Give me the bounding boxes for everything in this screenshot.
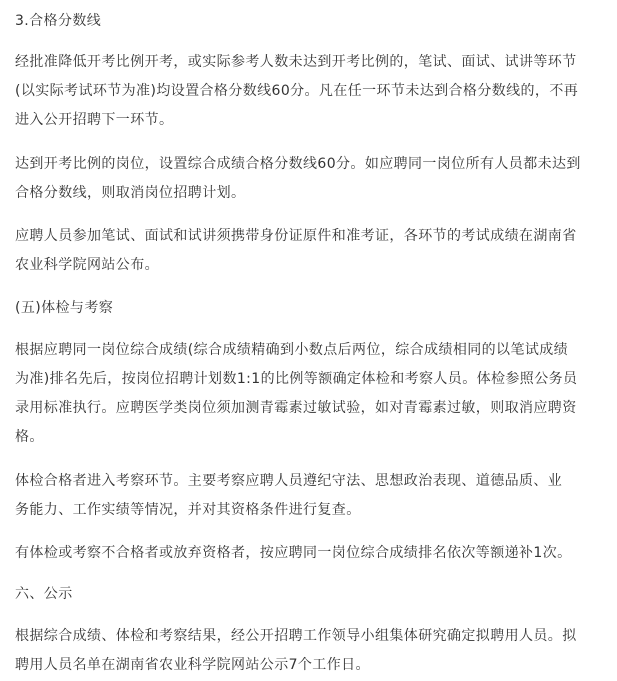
section-6-heading-text: 六、公示 <box>15 586 73 602</box>
paragraph-line: 达到开考比例的岗位，设置综合成绩合格分数线60分。如应聘同一岗位所有人员都未达到 <box>15 156 581 172</box>
paragraph-replacement <box>15 539 605 568</box>
paragraph-physical-exam-selection <box>15 336 605 452</box>
paragraph-passing-score-reduced-ratio <box>15 48 605 135</box>
paragraph-publicity <box>15 622 605 680</box>
paragraph-line: 聘用人员名单在湖南省农业科学院网站公示7个工作日。 <box>15 657 370 673</box>
paragraph-line: 根据综合成绩、体检和考察结果，经公开招聘工作领导小组集体研究确定拟聘用人员。拟 <box>15 628 577 644</box>
paragraph-line: 经批准降低开考比例开考，或实际参考人数未达到开考比例的，笔试、面试、试讲等环节 <box>15 54 577 70</box>
paragraph-line: (以实际考试环节为准)均设置合格分数线60分。凡在任一环节未达到合格分数线的，不再 <box>15 83 579 99</box>
paragraph-line: 农业科学院网站公布。 <box>15 257 159 273</box>
paragraph-line: 应聘人员参加笔试、面试和试讲须携带身份证原件和准考证，各环节的考试成绩在湖南省 <box>15 228 577 244</box>
paragraph-line: 格。 <box>15 429 44 445</box>
paragraph-line: 为准)排名先后，按岗位招聘计划数1:1的比例等额确定体检和考察人员。体检参照公务员 <box>15 371 578 387</box>
section-5-heading-text: (五)体检与考察 <box>15 300 114 316</box>
paragraph-line: 体检合格者进入考察环节。主要考察应聘人员遵纪守法、思想政治表现、道德品质、业 <box>15 473 563 489</box>
paragraph-line: 合格分数线，则取消岗位招聘计划。 <box>15 185 246 201</box>
paragraph-line: 有体检或考察不合格者或放弃资格者，按应聘同一岗位综合成绩排名依次等额递补1次。 <box>15 545 572 561</box>
paragraph-line: 录用标准执行。应聘医学类岗位须加测青霉素过敏试验，如对青霉素过敏，则取消应聘资 <box>15 400 577 416</box>
paragraph-exam-documents <box>15 222 605 280</box>
section-3-heading <box>15 7 605 36</box>
paragraph-inspection <box>15 467 605 525</box>
paragraph-passing-score-full-ratio <box>15 150 605 208</box>
section-3-heading-text: 3.合格分数线 <box>15 13 102 29</box>
paragraph-line: 根据应聘同一岗位综合成绩(综合成绩精确到小数点后两位，综合成绩相同的以笔试成绩 <box>15 342 569 358</box>
paragraph-line: 进入公开招聘下一环节。 <box>15 112 174 128</box>
paragraph-line: 务能力、工作实绩等情况，并对其资格条件进行复查。 <box>15 502 361 518</box>
section-5-heading <box>15 294 605 323</box>
section-6-heading <box>15 580 605 609</box>
